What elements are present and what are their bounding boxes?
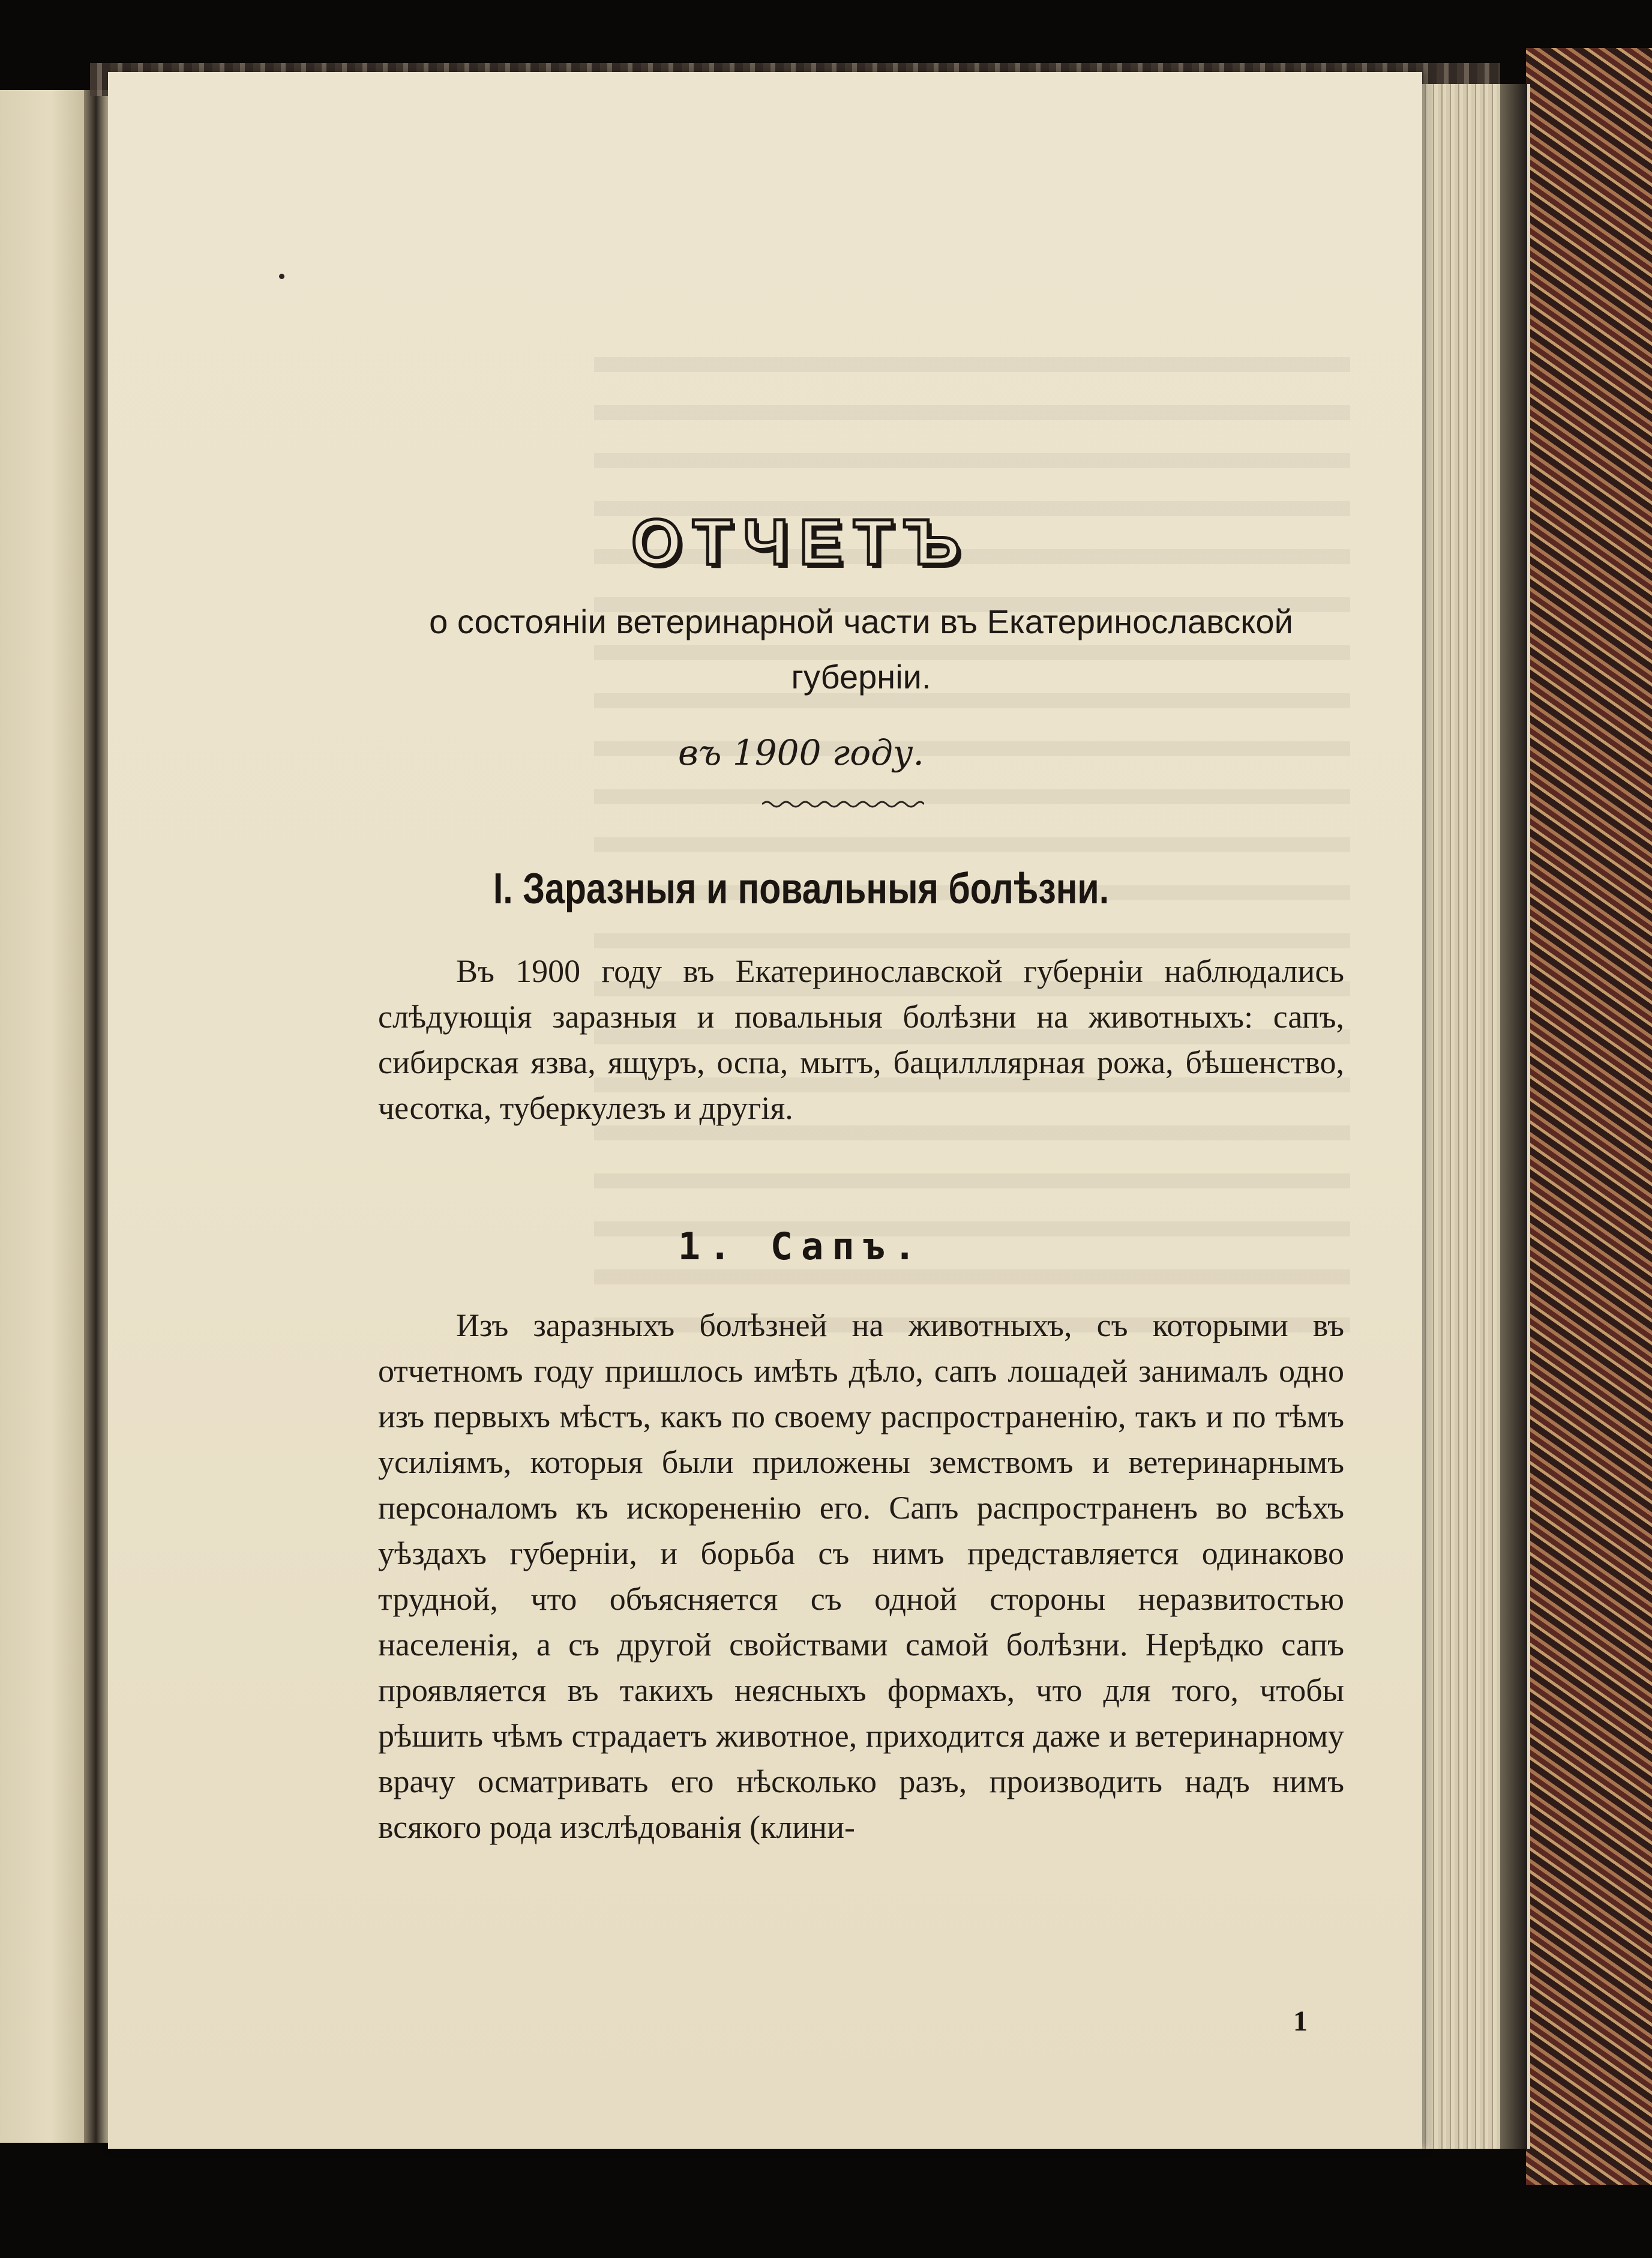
subsection-heading: 1. Сапъ.: [677, 1224, 925, 1268]
section-heading: I. Заразныя и повальныя болѣзни.: [493, 865, 1110, 913]
facing-page-edge: [0, 90, 84, 2143]
ink-speck: [279, 274, 284, 279]
page-number: 1: [1293, 2005, 1308, 2037]
page-stack-shadow: [1500, 84, 1527, 2149]
glanders-paragraph: Изъ заразныхъ болѣзней на животныхъ, съ которыми въ отчетномъ году пришлось имѣть дѣло, сапъ лошадей занималъ одно изъ первыхъ мѣстъ, какъ по своему распространенiю, такъ и по тѣмъ усилiямъ, которыя были приложены земствомъ и ветеринарнымъ персоналомъ къ искорененiю его. Сапъ распространенъ во всѣхъ уѣздахъ губернiи, и борьба съ нимъ представляется одинаково трудной, что объясняется съ одной стороны неразвитостью населенiя, а съ другой свойствами самой болѣзни. Нерѣдко сапъ проявляется въ такихъ неясныхъ формахъ, что для того, чтобы рѣшить чѣмъ страдаетъ животное, приходится даже и ветеринарному врачу осматривать его нѣсколько разъ, производить надъ нимъ всякого рода изслѣдованiя (клини-: [378, 1307, 1344, 1845]
show-through-text: [594, 324, 1350, 1344]
report-subtitle: о состоянiи ветеринарной части въ Екатеринославской губернiи.: [429, 603, 1293, 696]
intro-paragraph: Въ 1900 году въ Екатеринославской губернiи наблюдались слѣдующiя заразныя и повальныя болѣзни на животныхъ: сапъ, сибирская язва, ящуръ, оспа, мытъ, бацилллярная рожа, бѣшенство, чесотка, туберкулезъ и другiя.: [378, 953, 1344, 1126]
report-title: ОТЧЕТЪ: [631, 505, 971, 578]
wavy-rule-ornament: [762, 798, 924, 810]
marbled-page-edge: [1526, 48, 1652, 2185]
book-gutter: [84, 90, 108, 2143]
report-year: въ 1900 году.: [678, 732, 924, 773]
book-page: [108, 72, 1422, 2149]
